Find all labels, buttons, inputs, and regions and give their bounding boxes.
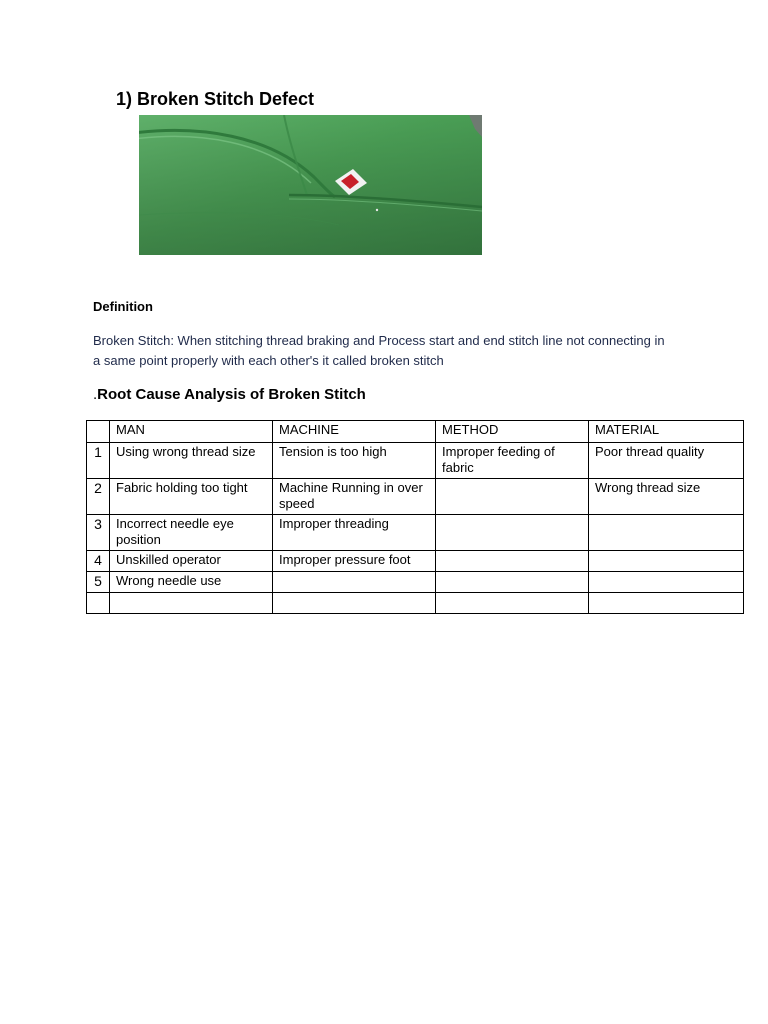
cell-machine bbox=[273, 572, 436, 593]
cell-material bbox=[589, 515, 744, 551]
cell-man: Fabric holding too tight bbox=[110, 479, 273, 515]
table-header-row bbox=[87, 421, 744, 443]
cell-method bbox=[436, 515, 589, 551]
header-corner-cell bbox=[87, 421, 110, 443]
column-header-machine: MACHINE bbox=[273, 421, 436, 443]
table-row bbox=[87, 572, 744, 593]
cell-material bbox=[589, 572, 744, 593]
cell-method bbox=[436, 479, 589, 515]
table-row bbox=[87, 551, 744, 572]
cell-man bbox=[110, 593, 273, 614]
cell-machine: Improper pressure foot bbox=[273, 551, 436, 572]
cell-material bbox=[589, 551, 744, 572]
table-row bbox=[87, 593, 744, 614]
row-number: 2 bbox=[87, 479, 110, 515]
row-number bbox=[87, 593, 110, 614]
cell-machine: Machine Running in over speed bbox=[273, 479, 436, 515]
definition-label: Definition bbox=[93, 299, 153, 314]
definition-lead: Broken Stitch: bbox=[93, 333, 178, 348]
cell-man: Wrong needle use bbox=[110, 572, 273, 593]
rca-title-prefix: . bbox=[93, 386, 98, 403]
column-header-method: METHOD bbox=[436, 421, 589, 443]
cell-material: Wrong thread size bbox=[589, 479, 744, 515]
table-row bbox=[87, 515, 744, 551]
cell-machine: Tension is too high bbox=[273, 443, 436, 479]
table-row bbox=[87, 479, 744, 515]
row-number: 5 bbox=[87, 572, 110, 593]
cell-method: Improper feeding of fabric bbox=[436, 443, 589, 479]
root-cause-table bbox=[86, 420, 744, 614]
cell-material bbox=[589, 593, 744, 614]
cell-material: Poor thread quality bbox=[589, 443, 744, 479]
column-header-material: MATERIAL bbox=[589, 421, 744, 443]
table-row bbox=[87, 443, 744, 479]
broken-stitch-photo bbox=[139, 115, 482, 255]
column-header-man: MAN bbox=[110, 421, 273, 443]
cell-method bbox=[436, 593, 589, 614]
cell-man: Unskilled operator bbox=[110, 551, 273, 572]
cell-machine: Improper threading bbox=[273, 515, 436, 551]
cell-machine bbox=[273, 593, 436, 614]
row-number: 3 bbox=[87, 515, 110, 551]
cell-man: Incorrect needle eye position bbox=[110, 515, 273, 551]
row-number: 1 bbox=[87, 443, 110, 479]
cell-man: Using wrong thread size bbox=[110, 443, 273, 479]
section-heading: 1) Broken Stitch Defect bbox=[116, 89, 315, 109]
rca-title-text: Root Cause Analysis of Broken Stitch bbox=[97, 386, 366, 403]
definition-text bbox=[93, 331, 673, 371]
cell-method bbox=[436, 551, 589, 572]
definition-body: When stitching thread braking and Process start and end stitch line not connecting in a same point properly with each other's it called broken stitch bbox=[93, 333, 665, 368]
cell-method bbox=[436, 572, 589, 593]
rca-title bbox=[93, 385, 366, 405]
row-number: 4 bbox=[87, 551, 110, 572]
